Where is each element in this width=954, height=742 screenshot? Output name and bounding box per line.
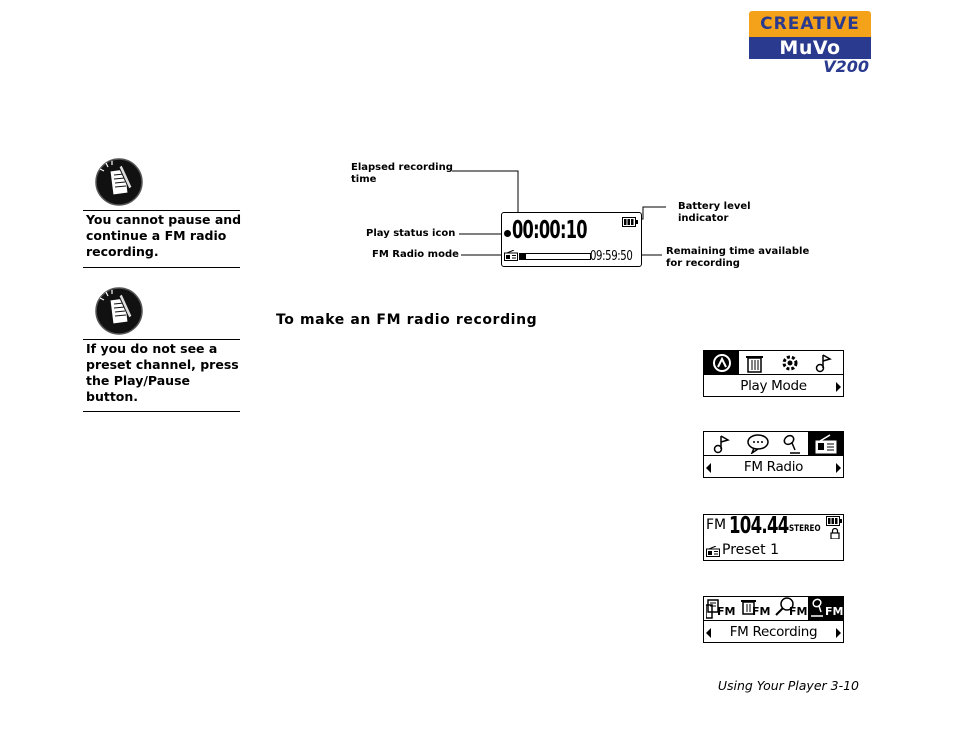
screen-label: FM Radio <box>743 459 804 475</box>
logo-product: MuVo <box>779 37 841 59</box>
preset-label: Preset 1 <box>722 542 780 558</box>
right-arrow-icon <box>836 628 841 638</box>
lock-icon <box>830 528 840 539</box>
callout-remaining: Remaining time available for recording <box>666 246 810 269</box>
remaining-time: 09:59:50 <box>590 249 633 264</box>
screen-label: FM Recording <box>729 624 818 640</box>
fm-icon-text: FM <box>825 605 844 618</box>
trash-icon <box>744 353 766 373</box>
callout-fm-mode: FM Radio mode <box>372 249 459 260</box>
fm-prefix: FM <box>706 517 727 533</box>
logo-model: V200 <box>823 57 869 76</box>
screen-fm-recording <box>703 596 844 643</box>
play-mode-icon <box>709 353 735 373</box>
fm-radio-icon <box>706 546 720 557</box>
note-text: You cannot pause and continue a FM radio recording. <box>86 212 242 259</box>
recording-lcd-display <box>501 212 642 267</box>
screen-fm-tuner <box>703 514 844 561</box>
callout-play-status: Play status icon <box>366 228 456 239</box>
music-note-icon <box>812 353 834 373</box>
screen-label: Play Mode <box>740 378 807 394</box>
fm-frequency: 104.44 <box>729 513 789 539</box>
gear-icon <box>779 353 801 373</box>
callout-elapsed: Elapsed recording time <box>351 162 453 185</box>
page-footer: Using Your Player 3-10 <box>717 678 859 693</box>
recording-progress-bar <box>519 253 591 260</box>
screen-fm-radio <box>703 431 844 478</box>
fm-icon-text: FM <box>717 605 736 618</box>
screen-play-mode <box>703 350 844 397</box>
music-note-icon <box>710 434 732 454</box>
right-arrow-icon <box>836 463 841 473</box>
fm-radio-icon <box>812 434 840 454</box>
fm-record-icon <box>809 598 825 618</box>
battery-icon <box>622 217 638 227</box>
fm-radio-icon <box>504 250 518 261</box>
callout-battery: Battery level indicator <box>678 201 751 224</box>
fm-icon-text: FM <box>789 605 808 618</box>
record-dot-icon <box>504 230 511 237</box>
note-text: If you do not see a preset channel, press the Play/Pause button. <box>86 341 239 404</box>
section-heading: To make an FM radio recording <box>276 312 538 328</box>
logo-brand: CREATIVE <box>760 14 860 34</box>
stereo-indicator: STEREO <box>789 524 821 534</box>
right-arrow-icon <box>836 382 841 392</box>
elapsed-time: 00:00:10 <box>512 215 587 244</box>
speech-bubble-icon <box>746 434 770 454</box>
battery-icon <box>826 516 842 526</box>
recording-progress-fill <box>520 254 526 259</box>
microphone-icon <box>780 434 802 454</box>
fm-icon-text: FM <box>752 605 771 618</box>
